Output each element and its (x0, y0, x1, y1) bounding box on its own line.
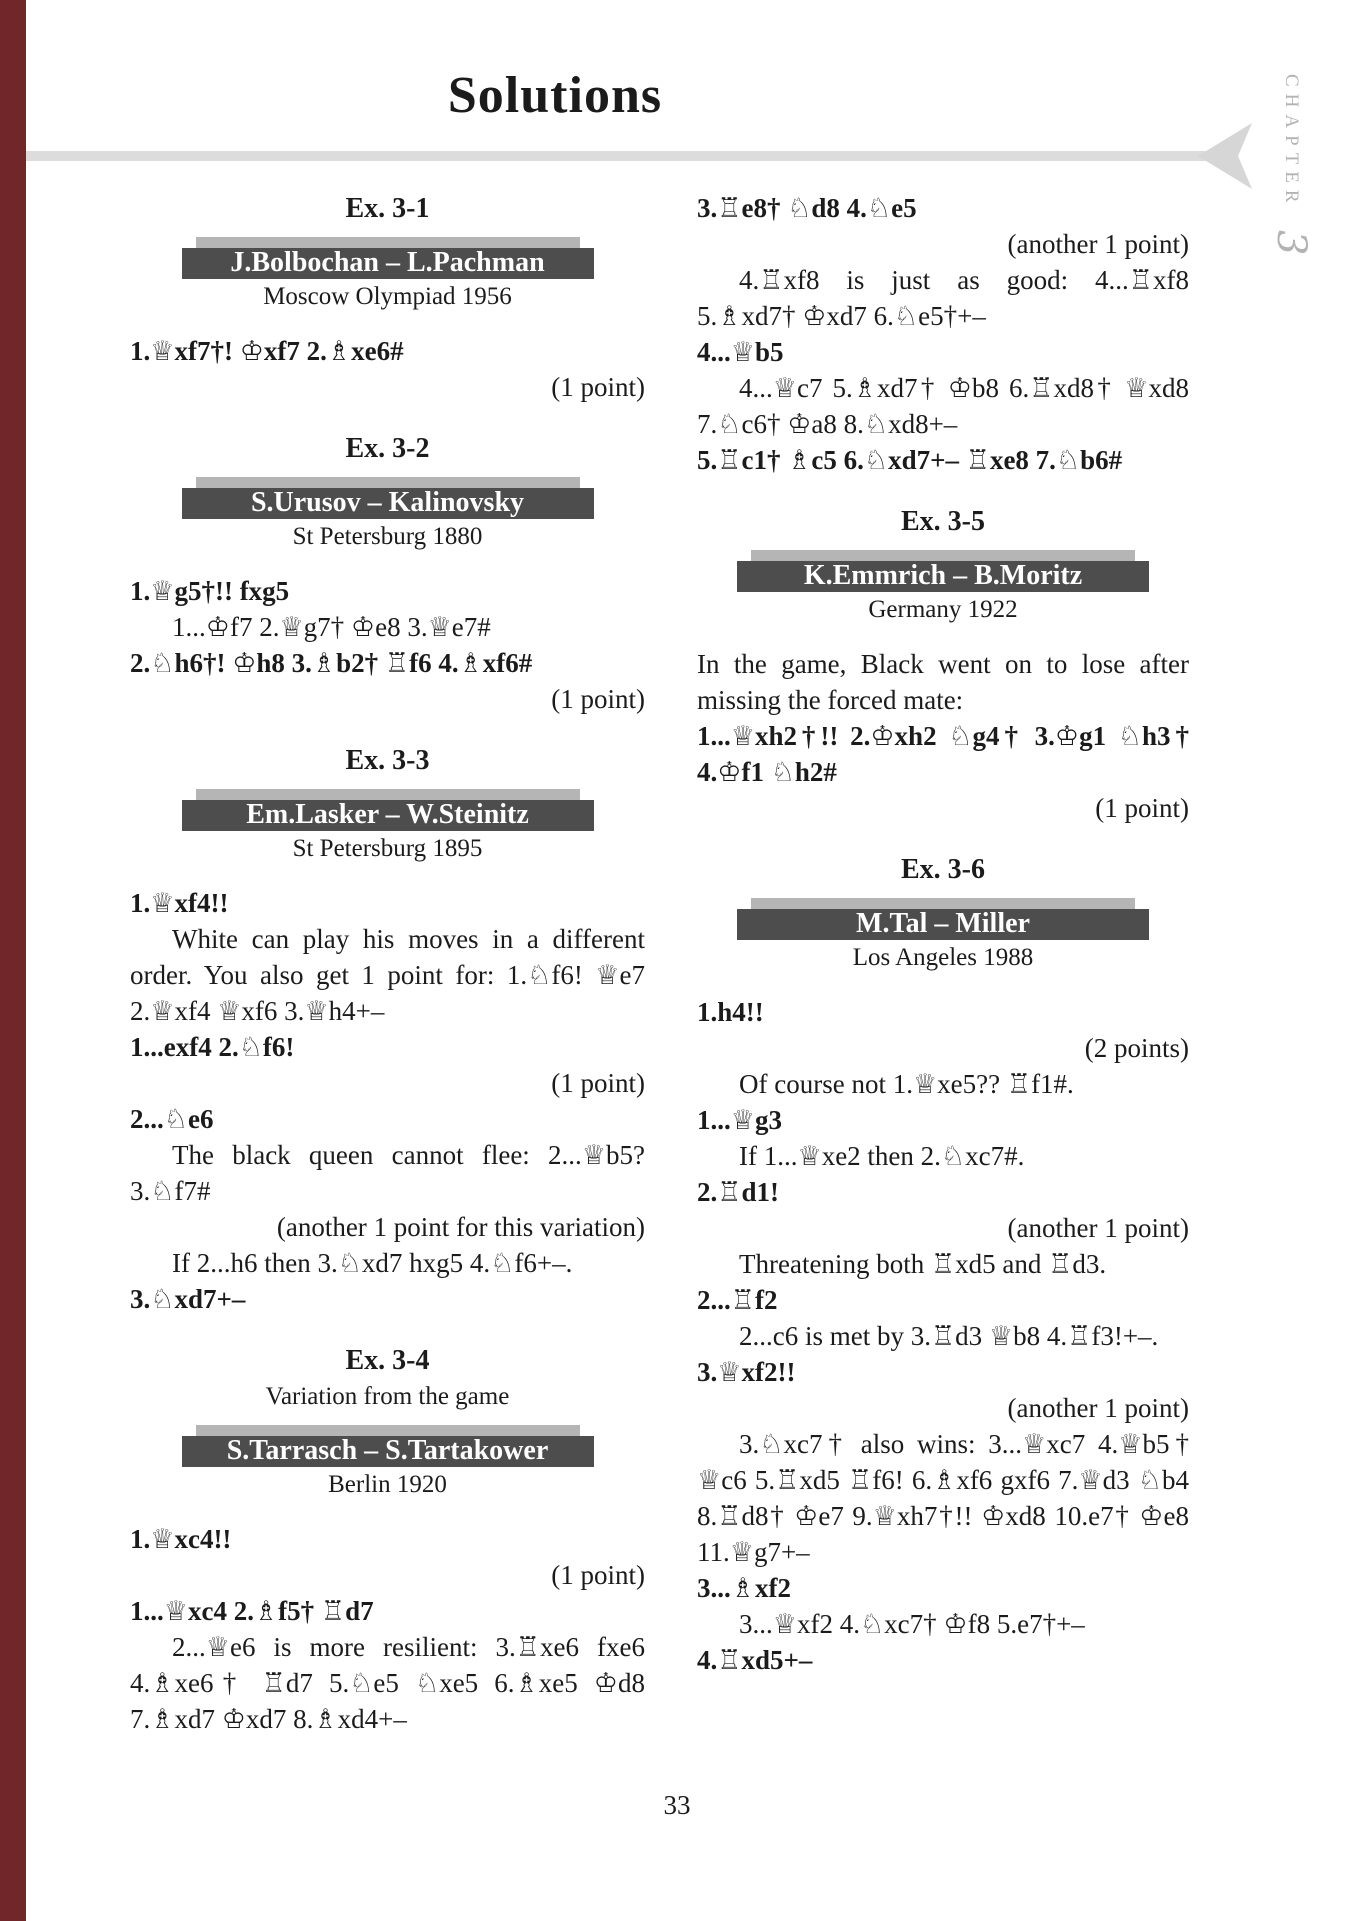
chapter-number: 3 (1268, 229, 1314, 256)
venue-label: St Petersburg 1895 (292, 835, 483, 862)
points-label: (another 1 point for this variation) (276, 1212, 645, 1242)
venue-label: Germany 1922 (868, 596, 1018, 623)
move-line: 2.♖d1! (697, 1177, 779, 1207)
venue-label: Berlin 1920 (328, 1471, 447, 1498)
move-line: 1...♕g3 (697, 1105, 782, 1135)
players-bar: S.Urusov – Kalinovsky (182, 488, 594, 519)
points-label: (another 1 point) (1007, 1393, 1189, 1423)
solutions-left-column (130, 165, 645, 1737)
page-number: 33 (663, 1790, 691, 1820)
exercise-heading: Ex. 3-6 (901, 854, 985, 885)
exercise-subtitle: Variation from the game (265, 1383, 510, 1410)
exercise-heading: Ex. 3-5 (901, 506, 985, 537)
variation-line: 3...♕xf2 4.♘xc7† ♔f8 5.e7†+– (739, 1609, 1085, 1639)
players-header (182, 789, 594, 831)
commentary-paragraph: 3.♘xc7† also wins: 3...♕xc7 4.♕b5† ♕c6 5.♖xd5 ♖f6! 6.♗xf6 gxf6 7.♕d3 ♘b4 8.♖d8† ♔e7 9.♕xh7†!! ♔xd8 10.e7† ♔e8 11.♕g7+– (697, 1429, 1189, 1567)
variation-line: If 1...♕xe2 then 2.♘xc7#. (739, 1141, 1025, 1171)
players-bar: S.Tarrasch – S.Tartakower (182, 1436, 594, 1467)
players-header (737, 898, 1149, 940)
commentary-paragraph: 4...♕c7 5.♗xd7† ♔b8 6.♖xd8† ♕xd8 7.♘c6† ♔a8 8.♘xd8+– (697, 373, 1189, 439)
commentary-paragraph: 2...♕e6 is more resilient: 3.♖xe6 fxe6 4.♗xe6† ♖d7 5.♘e5 ♘xe5 6.♗xe5 ♔d8 7.♗xd7 ♔xd7 8.♗xd4+– (130, 1632, 645, 1734)
exercise-heading: Ex. 3-1 (345, 193, 430, 224)
move-line: 3.♖e8† ♘d8 4.♘e5 (697, 193, 917, 223)
players-bar: J.Bolbochan – L.Pachman (182, 248, 594, 279)
move-line: 5.♖c1† ♗c5 6.♘xd7+– ♖xe8 7.♘b6# (697, 445, 1123, 475)
exercise-heading: Ex. 3-2 (345, 433, 430, 464)
move-line: 1...♕xc4 2.♗f5† ♖d7 (130, 1596, 374, 1626)
players-bar: Em.Lasker – W.Steinitz (182, 800, 594, 831)
move-line: 1.♕xf4!! (130, 888, 229, 918)
move-line: 1.♕xc4!! (130, 1524, 232, 1554)
divider-arrow-icon (1198, 123, 1252, 189)
points-label: (1 point) (1095, 793, 1189, 823)
points-label: (1 point) (551, 372, 645, 402)
move-line: 1.h4!! (697, 997, 764, 1027)
commentary-paragraph: 4.♖xf8 is just as good: 4...♖xf8 5.♗xd7† ♔xd7 6.♘e5†+– (697, 265, 1189, 331)
venue-label: Moscow Olympiad 1956 (263, 283, 512, 310)
move-line: 1...exf4 2.♘f6! (130, 1032, 295, 1062)
move-line: 1.♕xf7†! ♔xf7 2.♗xe6# (130, 336, 404, 366)
move-line: 3.♘xd7+– (130, 1284, 246, 1314)
players-bar: M.Tal – Miller (737, 909, 1149, 940)
variation-line: Threatening both ♖xd5 and ♖d3. (739, 1249, 1107, 1279)
variation-line: 1...♔f7 2.♕g7† ♔e8 3.♕e7# (172, 612, 491, 642)
players-header (182, 477, 594, 519)
move-line: 4.♖xd5+– (697, 1645, 813, 1675)
move-line: 4...♕b5 (697, 337, 784, 367)
players-header (182, 1425, 594, 1467)
variation-line: If 2...h6 then 3.♘xd7 hxg5 4.♘f6+–. (172, 1248, 573, 1278)
solutions-right-column (697, 190, 1189, 1678)
move-line: 1.♕g5†!! fxg5 (130, 576, 290, 606)
chapter-edge-strip (0, 0, 26, 1921)
exercise-heading: Ex. 3-3 (345, 745, 430, 776)
players-header (737, 550, 1149, 592)
points-label: (1 point) (551, 684, 645, 714)
exercise-heading: Ex. 3-4 (345, 1345, 430, 1376)
commentary-paragraph: White can play his moves in a different order. You also get 1 point for: 1.♘f6! ♕e7 2.♕xf4 ♕xf6 3.♕h4+– (130, 924, 645, 1026)
title-divider-rule (26, 151, 1212, 161)
players-bar: K.Emmrich – B.Moritz (737, 561, 1149, 592)
move-line: 3.♕xf2!! (697, 1357, 796, 1387)
chapter-word: CHAPTER (1281, 74, 1302, 210)
move-line: 2.♘h6†! ♔h8 3.♗b2† ♖f6 4.♗xf6# (130, 648, 533, 678)
commentary-paragraph: The black queen cannot flee: 2...♕b5? 3.♘f7# (130, 1140, 645, 1206)
variation-line: 2...c6 is met by 3.♖d3 ♕b8 4.♖f3!+–. (739, 1321, 1159, 1351)
players-header (182, 237, 594, 279)
move-line: 1...♕xh2†!! 2.♔xh2 ♘g4† 3.♔g1 ♘h3† 4.♔f1 ♘h2# (697, 721, 1189, 787)
points-label: (1 point) (551, 1560, 645, 1590)
venue-label: Los Angeles 1988 (852, 944, 1034, 971)
move-line: 2...♘e6 (130, 1104, 214, 1134)
points-label: (another 1 point) (1007, 229, 1189, 259)
points-label: (2 points) (1084, 1033, 1189, 1063)
commentary-paragraph: In the game, Black went on to lose after missing the forced mate: (697, 649, 1189, 715)
venue-label: St Petersburg 1880 (292, 523, 483, 550)
move-line: 2...♖f2 (697, 1285, 778, 1315)
move-line: 3...♗xf2 (697, 1573, 791, 1603)
variation-line: Of course not 1.♕xe5?? ♖f1#. (739, 1069, 1074, 1099)
points-label: (1 point) (551, 1068, 645, 1098)
chapter-sidebar-label (1268, 74, 1314, 255)
page-title: Solutions (447, 67, 663, 124)
points-label: (another 1 point) (1007, 1213, 1189, 1243)
